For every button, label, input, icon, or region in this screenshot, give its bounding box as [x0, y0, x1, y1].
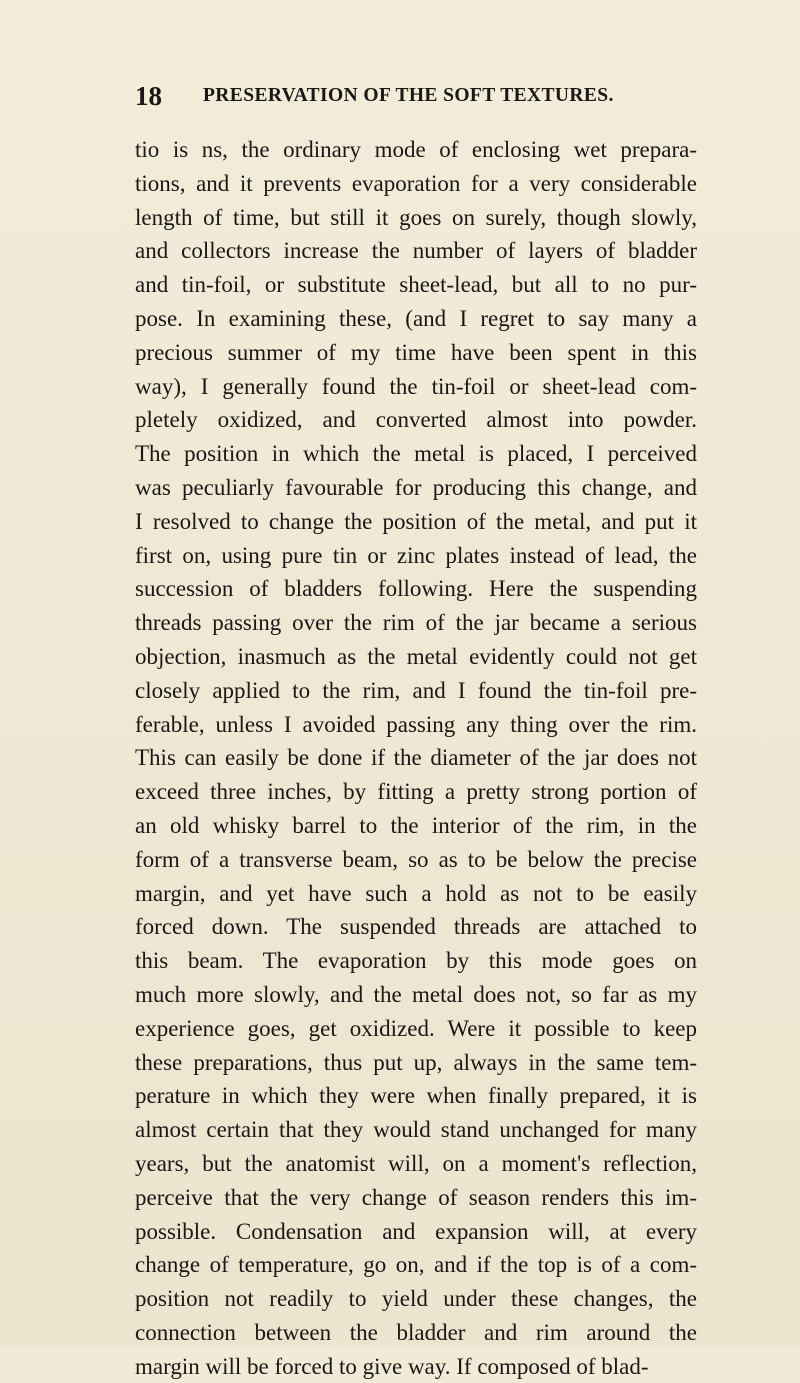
- text-line: experience goes, get oxidized. Were it possible to keep: [135, 1015, 697, 1041]
- text-line: possible. Condensation and expansion will, at every: [135, 1218, 697, 1244]
- text-line: I resolved to change the position of the metal, and put it: [135, 508, 697, 534]
- text-line: precious summer of my time have been spent in this: [135, 339, 697, 365]
- text-line: connection between the bladder and rim around the: [135, 1319, 697, 1345]
- text-line: margin, and yet have such a hold as not to be easily: [135, 880, 697, 906]
- text-line: threads passing over the rim of the jar became a serious: [135, 610, 697, 636]
- text-line: perceive that the very change of season renders this im-: [135, 1184, 697, 1210]
- text-line: was peculiarly favourable for producing this change, and: [135, 474, 697, 500]
- text-line: tio is ns, the ordinary mode of enclosing wet prepara-: [135, 137, 697, 162]
- text-line: closely applied to the rim, and I found the tin-foil pre-: [135, 677, 697, 703]
- body-text: [135, 133, 697, 1383]
- text-line: pose. In examining these, (and I regret to say many a: [135, 305, 697, 331]
- text-line: first on, using pure tin or zinc plates instead of lead, the: [135, 542, 697, 568]
- page-header: [135, 78, 695, 114]
- text-line: forced down. The suspended threads are attached to: [135, 914, 697, 940]
- text-line: years, but the anatomist will, on a moment's reflection,: [135, 1150, 697, 1176]
- text-line: change of temperature, go on, and if the top is of a com-: [135, 1252, 697, 1278]
- page-number: 18: [135, 81, 162, 111]
- text-line: an old whisky barrel to the interior of the rim, in the: [135, 812, 697, 838]
- text-line: almost certain that they would stand unchanged for many: [135, 1117, 697, 1143]
- text-line: this beam. The evaporation by this mode goes on: [135, 948, 697, 974]
- text-line: succession of bladders following. Here the suspending: [135, 576, 697, 602]
- text-line: margin will be forced to give way. If composed of blad-: [135, 1353, 649, 1379]
- text-line: tions, and it prevents evaporation for a very considerable: [135, 170, 697, 196]
- text-line: way), I generally found the tin-foil or sheet-lead com-: [135, 373, 697, 399]
- text-line: exceed three inches, by fitting a pretty strong portion of: [135, 779, 697, 805]
- text-line: much more slowly, and the metal does not, so far as my: [135, 981, 697, 1007]
- text-line: position not readily to yield under these changes, the: [135, 1286, 697, 1312]
- text-line: form of a transverse beam, so as to be below the precise: [135, 846, 697, 872]
- text-line: and collectors increase the number of layers of bladder: [135, 238, 697, 264]
- text-line: ferable, unless I avoided passing any thing over the rim.: [135, 711, 697, 737]
- text-line: perature in which they were when finally prepared, it is: [135, 1083, 697, 1109]
- text-line: objection, inasmuch as the metal evidently could not get: [135, 643, 697, 669]
- text-line: these preparations, thus put up, always in the same tem-: [135, 1049, 697, 1075]
- text-line: This can easily be done if the diameter of the jar does not: [135, 745, 697, 771]
- text-line: and tin-foil, or substitute sheet-lead, but all to no pur-: [135, 272, 697, 298]
- text-line: length of time, but still it goes on surely, though slowly,: [135, 204, 697, 230]
- running-head: PRESERVATION OF THE SOFT TEXTURES.: [203, 85, 614, 106]
- text-line: pletely oxidized, and converted almost into powder.: [135, 407, 697, 433]
- text-line: The position in which the metal is placed, I perceived: [135, 441, 697, 467]
